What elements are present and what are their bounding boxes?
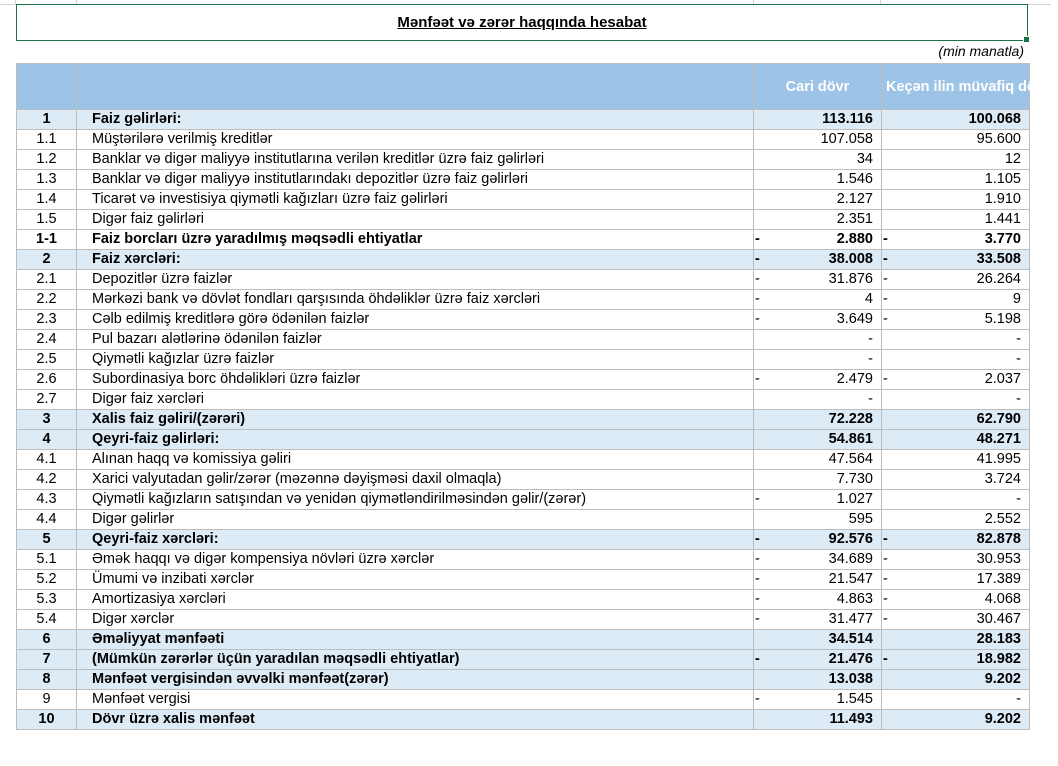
row-label-cell[interactable]: Banklar və digər maliyyə institutlarındakı depozitlər üzrə faiz gəlirləri <box>77 170 754 190</box>
current-period-cell[interactable] <box>754 290 882 310</box>
cell-value: 33.508 <box>976 251 1021 267</box>
table-row <box>17 510 1030 530</box>
current-period-cell[interactable] <box>754 430 882 450</box>
row-label-cell[interactable]: Qeyri-faiz gəlirləri: <box>77 430 754 450</box>
previous-period-cell[interactable] <box>882 650 1030 670</box>
row-number-cell[interactable]: 7 <box>17 650 77 670</box>
current-period-cell[interactable] <box>754 350 882 370</box>
table-row <box>17 490 1030 510</box>
cell-value: 92.576 <box>828 531 873 547</box>
cell-value: 21.476 <box>828 651 873 667</box>
previous-period-cell[interactable] <box>882 470 1030 490</box>
current-period-cell[interactable] <box>754 450 882 470</box>
row-label-cell[interactable]: Qiymətli kağızlar üzrə faizlər <box>77 350 754 370</box>
row-number-cell[interactable]: 2.5 <box>17 350 77 370</box>
row-number-cell[interactable]: 1.4 <box>17 190 77 210</box>
row-label-cell[interactable]: Ümumi və inzibati xərclər <box>77 570 754 590</box>
table-row <box>17 310 1030 330</box>
row-label-cell[interactable]: Depozitlər üzrə faizlər <box>77 270 754 290</box>
row-number-cell[interactable]: 4.4 <box>17 510 77 530</box>
negative-sign: - <box>755 691 760 707</box>
cell-value: - <box>868 391 873 407</box>
previous-period-cell[interactable] <box>882 230 1030 250</box>
cell-value: 12 <box>1004 151 1021 167</box>
previous-period-cell[interactable] <box>882 170 1030 190</box>
cell-value: 2.351 <box>836 211 873 227</box>
current-period-cell[interactable] <box>754 490 882 510</box>
cell-value: 1.105 <box>984 171 1021 187</box>
cell-value: 21.547 <box>828 571 873 587</box>
cell-value: 28.183 <box>976 631 1021 647</box>
current-period-cell[interactable] <box>754 570 882 590</box>
negative-sign: - <box>883 551 888 567</box>
row-number-cell[interactable]: 5.2 <box>17 570 77 590</box>
header-previous-period[interactable]: Keçən ilin müvafiq dövrü <box>882 64 1030 110</box>
header-label-cell[interactable] <box>77 64 754 110</box>
row-label-cell[interactable]: Xalis faiz gəliri/(zərəri) <box>77 410 754 430</box>
negative-sign: - <box>755 491 760 507</box>
row-number-cell[interactable]: 1.5 <box>17 210 77 230</box>
current-period-cell[interactable] <box>754 690 882 710</box>
row-label-cell[interactable]: Digər gəlirlər <box>77 510 754 530</box>
current-period-cell[interactable] <box>754 390 882 410</box>
cell-value: 4.863 <box>836 591 873 607</box>
row-label-cell[interactable]: Digər faiz gəlirləri <box>77 210 754 230</box>
row-number-cell[interactable]: 4.2 <box>17 470 77 490</box>
table-row <box>17 150 1030 170</box>
negative-sign: - <box>883 571 888 587</box>
table-row <box>17 370 1030 390</box>
row-label-cell[interactable]: Müştərilərə verilmiş kreditlər <box>77 130 754 150</box>
header-no-cell[interactable] <box>17 64 77 110</box>
previous-period-cell[interactable] <box>882 510 1030 530</box>
table-row <box>17 670 1030 690</box>
header-row <box>17 64 1030 110</box>
current-period-cell[interactable] <box>754 590 882 610</box>
cell-value: - <box>1016 691 1021 707</box>
previous-period-cell[interactable] <box>882 550 1030 570</box>
cell-value: 30.953 <box>976 551 1021 567</box>
negative-sign: - <box>755 371 760 387</box>
negative-sign: - <box>883 251 888 267</box>
row-number-cell[interactable]: 2 <box>17 250 77 270</box>
row-number-cell[interactable]: 1-1 <box>17 230 77 250</box>
cell-value: - <box>868 351 873 367</box>
cell-value: 3.770 <box>984 231 1021 247</box>
negative-sign: - <box>755 651 760 667</box>
table-row <box>17 550 1030 570</box>
row-number-cell[interactable]: 5 <box>17 530 77 550</box>
row-number-cell[interactable]: 1.3 <box>17 170 77 190</box>
cell-value: 2.552 <box>984 511 1021 527</box>
previous-period-cell[interactable] <box>882 370 1030 390</box>
negative-sign: - <box>755 571 760 587</box>
row-label-cell[interactable]: (Mümkün zərərlər üçün yaradılan məqsədli ehtiyatlar) <box>77 650 754 670</box>
cell-value: 26.264 <box>976 271 1021 287</box>
negative-sign: - <box>883 591 888 607</box>
table-row <box>17 190 1030 210</box>
fill-handle[interactable] <box>1023 36 1030 43</box>
cell-value: 1.910 <box>984 191 1021 207</box>
negative-sign: - <box>883 611 888 627</box>
row-label-cell[interactable]: Xarici valyutadan gəlir/zərər (məzənnə dəyişməsi daxil olmaqla) <box>77 470 754 490</box>
row-label-cell[interactable]: Mənfəət vergisindən əvvəlki mənfəət(zərər) <box>77 670 754 690</box>
row-label-cell[interactable]: Əməliyyat mənfəəti <box>77 630 754 650</box>
cell-value: 2.880 <box>836 231 873 247</box>
cell-value: 62.790 <box>976 411 1021 427</box>
previous-period-cell[interactable] <box>882 310 1030 330</box>
table-row <box>17 690 1030 710</box>
current-period-cell[interactable] <box>754 710 882 730</box>
row-label-cell[interactable]: Mərkəzi bank və dövlət fondları qarşısında öhdəliklər üzrə faiz xərcləri <box>77 290 754 310</box>
negative-sign: - <box>883 371 888 387</box>
table-row <box>17 390 1030 410</box>
previous-period-cell[interactable] <box>882 690 1030 710</box>
current-period-cell[interactable] <box>754 470 882 490</box>
report-title: Mənfəət və zərər haqqında hesabat <box>397 14 647 31</box>
previous-period-cell[interactable] <box>882 270 1030 290</box>
cell-value: 5.198 <box>984 311 1021 327</box>
negative-sign: - <box>883 271 888 287</box>
negative-sign: - <box>755 531 760 547</box>
current-period-cell[interactable] <box>754 510 882 530</box>
current-period-cell[interactable] <box>754 110 882 130</box>
negative-sign: - <box>755 611 760 627</box>
table-row <box>17 470 1030 490</box>
cell-value: - <box>1016 331 1021 347</box>
negative-sign: - <box>755 251 760 267</box>
table-row <box>17 410 1030 430</box>
cell-value: 30.467 <box>976 611 1021 627</box>
row-label-cell[interactable]: Cəlb edilmiş kreditlərə görə ödənilən faizlər <box>77 310 754 330</box>
negative-sign: - <box>755 311 760 327</box>
row-number-cell[interactable]: 2.1 <box>17 270 77 290</box>
row-label-cell[interactable]: Mənfəət vergisi <box>77 690 754 710</box>
cell-value: 1.545 <box>836 691 873 707</box>
table-row <box>17 290 1030 310</box>
negative-sign: - <box>883 651 888 667</box>
row-number-cell[interactable]: 1 <box>17 110 77 130</box>
cell-value: 31.876 <box>828 271 873 287</box>
negative-sign: - <box>755 271 760 287</box>
row-number-cell[interactable]: 1.1 <box>17 130 77 150</box>
cell-value: 11.493 <box>829 711 873 727</box>
cell-value: 18.982 <box>976 651 1021 667</box>
cell-value: - <box>1016 391 1021 407</box>
table-row <box>17 130 1030 150</box>
row-label-cell[interactable]: Dövr üzrə xalis mənfəət <box>77 710 754 730</box>
current-period-cell[interactable] <box>754 610 882 630</box>
row-number-cell[interactable]: 6 <box>17 630 77 650</box>
cell-value: 47.564 <box>828 451 873 467</box>
row-label-cell[interactable]: Digər faiz xərcləri <box>77 390 754 410</box>
cell-value: 9.202 <box>984 671 1021 687</box>
row-label-cell[interactable]: Amortizasiya xərcləri <box>77 590 754 610</box>
previous-period-cell[interactable] <box>882 710 1030 730</box>
negative-sign: - <box>755 291 760 307</box>
table-row <box>17 650 1030 670</box>
header-current-period[interactable]: Cari dövr <box>754 64 882 110</box>
table-row <box>17 570 1030 590</box>
negative-sign: - <box>755 231 760 247</box>
cell-value: 595 <box>848 511 873 527</box>
previous-period-cell[interactable] <box>882 390 1030 410</box>
cell-value: 41.995 <box>976 451 1021 467</box>
row-number-cell[interactable]: 2.2 <box>17 290 77 310</box>
current-period-cell[interactable] <box>754 250 882 270</box>
cell-value: - <box>868 331 873 347</box>
row-number-cell[interactable]: 4.1 <box>17 450 77 470</box>
current-period-cell[interactable] <box>754 230 882 250</box>
cell-value: 2.127 <box>836 191 873 207</box>
cell-value: 4 <box>864 291 873 307</box>
cell-value: - <box>1016 491 1021 507</box>
negative-sign: - <box>883 311 888 327</box>
cell-value: 1.027 <box>836 491 873 507</box>
cell-value: 95.600 <box>976 131 1021 147</box>
previous-period-cell[interactable] <box>882 570 1030 590</box>
table-row <box>17 270 1030 290</box>
cell-value: 38.008 <box>828 251 873 267</box>
row-label-cell[interactable]: Ticarət və investisiya qiymətli kağızları üzrə faiz gəlirləri <box>77 190 754 210</box>
row-number-cell[interactable]: 3 <box>17 410 77 430</box>
table-row <box>17 210 1030 230</box>
table-row <box>17 450 1030 470</box>
table-row <box>17 330 1030 350</box>
cell-value: 2.037 <box>984 371 1021 387</box>
cell-value: 34 <box>856 151 873 167</box>
row-number-cell[interactable]: 5.1 <box>17 550 77 570</box>
cell-value: 3.649 <box>836 311 873 327</box>
previous-period-cell[interactable] <box>882 610 1030 630</box>
previous-period-cell[interactable] <box>882 630 1030 650</box>
row-label-cell[interactable]: Subordinasiya borc öhdəlikləri üzrə faizlər <box>77 370 754 390</box>
cell-value: 2.479 <box>836 371 873 387</box>
previous-period-cell[interactable] <box>882 330 1030 350</box>
row-number-cell[interactable]: 4.3 <box>17 490 77 510</box>
previous-period-cell[interactable] <box>882 530 1030 550</box>
cell-value: 9.202 <box>984 711 1021 727</box>
row-number-cell[interactable]: 2.3 <box>17 310 77 330</box>
current-period-cell[interactable] <box>754 310 882 330</box>
cell-value: 113.116 <box>822 111 873 127</box>
table-row <box>17 630 1030 650</box>
row-number-cell[interactable]: 2.7 <box>17 390 77 410</box>
row-label-cell[interactable]: Qeyri-faiz xərcləri: <box>77 530 754 550</box>
previous-period-cell[interactable] <box>882 430 1030 450</box>
cell-value: 100.068 <box>968 111 1021 127</box>
cell-value: 13.038 <box>828 671 873 687</box>
table-row <box>17 590 1030 610</box>
current-period-cell[interactable] <box>754 270 882 290</box>
current-period-cell[interactable] <box>754 530 882 550</box>
cell-value: 72.228 <box>828 411 873 427</box>
row-label-cell[interactable]: Qiymətli kağızların satışından və yenidən qiymətləndirilməsindən gəlir/(zərər) <box>77 490 754 510</box>
negative-sign: - <box>883 531 888 547</box>
previous-period-cell[interactable] <box>882 190 1030 210</box>
cell-value: 9 <box>1012 291 1021 307</box>
cell-value: 82.878 <box>976 531 1021 547</box>
current-period-cell[interactable] <box>754 150 882 170</box>
current-period-cell[interactable] <box>754 330 882 350</box>
income-statement-table <box>16 63 1058 730</box>
cell-value: 34.514 <box>828 631 873 647</box>
current-period-cell[interactable] <box>754 410 882 430</box>
cell-value: 107.058 <box>820 131 873 147</box>
previous-period-cell[interactable] <box>882 410 1030 430</box>
row-number-cell[interactable]: 2.4 <box>17 330 77 350</box>
previous-period-cell[interactable] <box>882 210 1030 230</box>
row-number-cell[interactable]: 2.6 <box>17 370 77 390</box>
table-row <box>17 250 1030 270</box>
row-label-cell[interactable]: Pul bazarı alətlərinə ödənilən faizlər <box>77 330 754 350</box>
negative-sign: - <box>883 231 888 247</box>
table-row <box>17 530 1030 550</box>
row-number-cell[interactable]: 1.2 <box>17 150 77 170</box>
cell-value: - <box>1016 351 1021 367</box>
current-period-cell[interactable] <box>754 170 882 190</box>
cell-value: 4.068 <box>984 591 1021 607</box>
negative-sign: - <box>883 291 888 307</box>
current-period-cell[interactable] <box>754 190 882 210</box>
previous-period-cell[interactable] <box>882 450 1030 470</box>
cell-value: 48.271 <box>976 431 1021 447</box>
row-number-cell[interactable]: 5.4 <box>17 610 77 630</box>
previous-period-cell[interactable] <box>882 490 1030 510</box>
table-row <box>17 610 1030 630</box>
table-row <box>17 110 1030 130</box>
cell-value: 54.861 <box>828 431 873 447</box>
row-label-cell[interactable]: Əmək haqqı və digər kompensiya növləri üzrə xərclər <box>77 550 754 570</box>
current-period-cell[interactable] <box>754 370 882 390</box>
row-label-cell[interactable]: Banklar və digər maliyyə institutlarına verilən kreditlər üzrə faiz gəlirləri <box>77 150 754 170</box>
negative-sign: - <box>755 591 760 607</box>
table-row <box>17 710 1030 730</box>
previous-period-cell[interactable] <box>882 290 1030 310</box>
row-label-cell[interactable]: Digər xərclər <box>77 610 754 630</box>
cell-value: 7.730 <box>836 471 873 487</box>
unit-note: (min manatla) <box>938 43 1024 59</box>
previous-period-cell[interactable] <box>882 670 1030 690</box>
row-number-cell[interactable]: 4 <box>17 430 77 450</box>
cell-value: 31.477 <box>828 611 873 627</box>
current-period-cell[interactable] <box>754 130 882 150</box>
report-title-cell[interactable] <box>16 4 1028 41</box>
row-number-cell[interactable]: 8 <box>17 670 77 690</box>
negative-sign: - <box>755 551 760 567</box>
cell-value: 17.389 <box>976 571 1021 587</box>
row-label-cell[interactable]: Faiz gəlirləri: <box>77 110 754 130</box>
cell-value: 3.724 <box>984 471 1021 487</box>
current-period-cell[interactable] <box>754 550 882 570</box>
current-period-cell[interactable] <box>754 630 882 650</box>
previous-period-cell[interactable] <box>882 590 1030 610</box>
table-row <box>17 350 1030 370</box>
current-period-cell[interactable] <box>754 210 882 230</box>
previous-period-cell[interactable] <box>882 110 1030 130</box>
row-number-cell[interactable]: 5.3 <box>17 590 77 610</box>
previous-period-cell[interactable] <box>882 250 1030 270</box>
previous-period-cell[interactable] <box>882 130 1030 150</box>
current-period-cell[interactable] <box>754 650 882 670</box>
row-label-cell[interactable]: Faiz borcları üzrə yaradılmış məqsədli ehtiyatlar <box>77 230 754 250</box>
row-label-cell[interactable]: Alınan haqq və komissiya gəliri <box>77 450 754 470</box>
row-number-cell[interactable]: 9 <box>17 690 77 710</box>
current-period-cell[interactable] <box>754 670 882 690</box>
table-row <box>17 230 1030 250</box>
cell-value: 1.441 <box>984 211 1021 227</box>
row-label-cell[interactable]: Faiz xərcləri: <box>77 250 754 270</box>
row-number-cell[interactable]: 10 <box>17 710 77 730</box>
cell-value: 1.546 <box>836 171 873 187</box>
previous-period-cell[interactable] <box>882 350 1030 370</box>
table-row <box>17 170 1030 190</box>
table-row <box>17 430 1030 450</box>
previous-period-cell[interactable] <box>882 150 1030 170</box>
cell-value: 34.689 <box>828 551 873 567</box>
